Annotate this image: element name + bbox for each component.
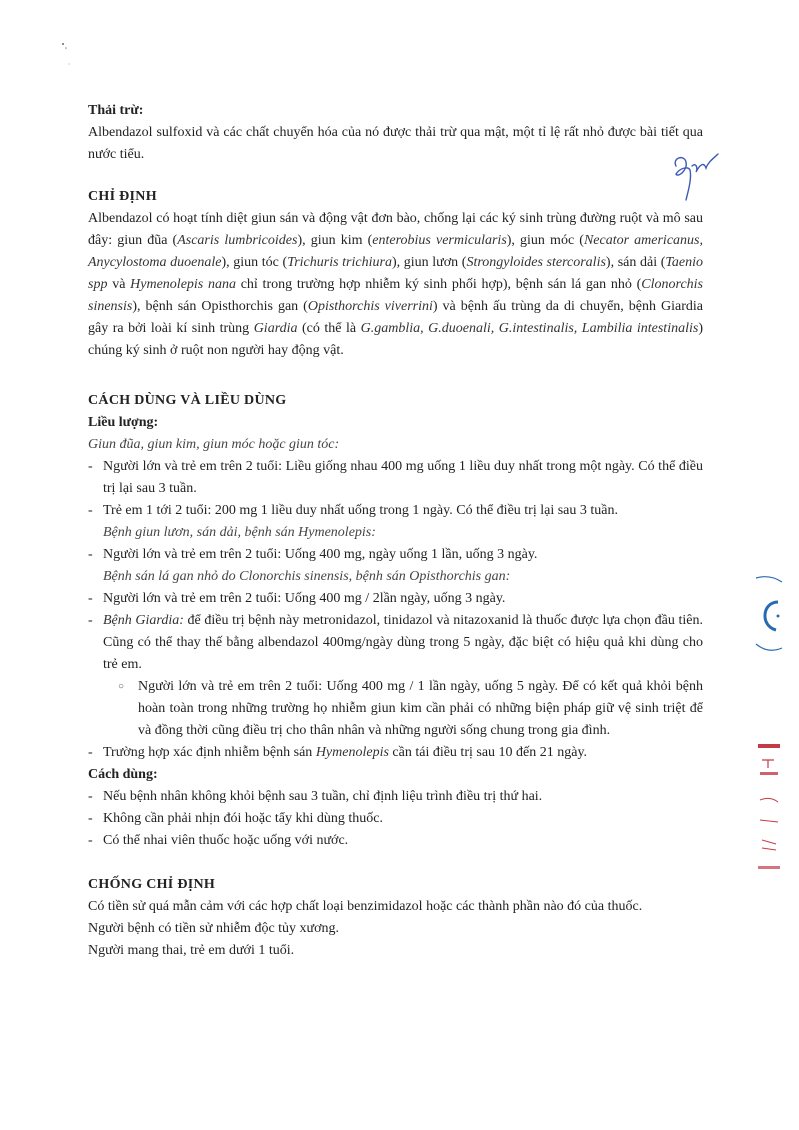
usage-subheading: Cách dùng: — [88, 767, 158, 782]
dose-subheading: Liều lượng: — [88, 415, 159, 430]
section-heading-dosage: CÁCH DÙNG VÀ LIỀU DÙNG — [88, 393, 287, 408]
group1-title: Giun đũa, giun kim, giun móc hoặc giun tóc: — [88, 437, 340, 452]
list-item: - Người lớn và trẻ em trên 2 tuổi: Liều giống nhau 400 mg uống 1 liều duy nhất trong một ngày. Có thể điều trị lại sau 3 tuần. — [88, 456, 703, 500]
sub-list-item: ○ Người lớn và trẻ em trên 2 tuổi: Uống 400 mg / 1 lần ngày, uống 5 ngày. Để có kết quả khỏi bệnh hoàn toàn trong những trường họ nhiễm giun kim cần phải có những biện pháp giữ vệ sinh triệt để và đồng thời cũng điều trị cho thân nhân và những người sống chung trong gia đình. — [118, 676, 703, 742]
giardia-sublist — [103, 676, 703, 742]
list-item: - Không cần phải nhịn đói hoặc tẩy khi dùng thuốc. — [88, 808, 703, 830]
contraindication-line: Có tiền sử quá mẫn cảm với các hợp chất loại benzimidazol hoặc các thành phần nào đó của thuốc. — [88, 899, 643, 914]
group3-list — [88, 588, 703, 764]
list-item: - Có thể nhai viên thuốc hoặc uống với nước. — [88, 830, 703, 852]
contraindication-line: Người mang thai, trẻ em dưới 1 tuổi. — [88, 943, 295, 958]
stamp-seal-icon — [752, 572, 784, 664]
section-heading-excretion: Thải trừ: — [88, 103, 144, 118]
red-stamp-icon — [752, 740, 784, 880]
list-item: - Trẻ em 1 tới 2 tuổi: 200 mg 1 liều duy nhất uống trong 1 ngày. Có thể điều trị lại sau 3 tuần. — [88, 500, 703, 522]
section-heading-contraindications: CHỐNG CHỈ ĐỊNH — [88, 877, 216, 892]
list-item: - Người lớn và trẻ em trên 2 tuổi: Uống 400 mg, ngày uống 1 lần, uống 3 ngày. — [88, 544, 703, 566]
list-item: - Bệnh Giardia: để điều trị bệnh này metronidazol, tinidazol và nitazoxanid là thuốc được lựa chọn đầu tiên. Cũng có thể thay thế bằng albendazol 400mg/ngày dùng trong 5 ngày, đặc biệt có hiệu quả khi dùng cho trẻ em. ○ Người lớn và trẻ em trên 2 tuổi: Uống 400 mg / 1 lần ngày, uống 5 ngày. Để có kết quả khỏi bệnh hoàn toàn trong những trường họ nhiễm giun kim cần phải có những biện pháp giữ vệ sinh triệt để và đồng thời cũng điều trị cho thân nhân và những người sống chung trong gia đình. — [88, 610, 703, 742]
indications-paragraph: Albendazol có hoạt tính diệt giun sán và động vật đơn bào, chống lại các ký sinh trùng đường ruột và mô sau đây: giun đũa (Ascaris lumbricoides), giun kim (enterobius vermicularis), giun móc (Necator americanus, Anycylostoma duoenale), giun tóc (Trichuris trichiura), giun lươn (Strongyloides stercoralis), sán dải (Taenio spp và Hymenolepis nana chỉ trong trường hợp nhiễm ký sinh phối hợp), bệnh sán lá gan nhỏ (Clonorchis sinensis), bệnh sán Opisthorchis gan (Opisthorchis viverrini) và bệnh ấu trùng da di chuyển, bệnh Giardia gây ra bởi loài kí sinh trùng Giardia (có thể là G.gamblia, G.duoenali, G.intestinalis, Lambilia intestinalis) chúng ký sinh ở ruột non người hay động vật. — [88, 211, 704, 358]
group2-list — [88, 544, 703, 566]
section-heading-indications: CHỈ ĐỊNH — [88, 189, 157, 204]
group1-list — [88, 456, 703, 522]
list-item: - Nếu bệnh nhân không khỏi bệnh sau 3 tuần, chỉ định liệu trình điều trị thứ hai. — [88, 786, 703, 808]
list-item: - Trường hợp xác định nhiễm bệnh sán Hymenolepis cần tái điều trị sau 10 đến 21 ngày. — [88, 742, 703, 764]
excretion-paragraph: Albendazol sulfoxid và các chất chuyển hóa của nó được thải trừ qua mật, một tỉ lệ rất nhỏ được bài tiết qua nước tiểu. — [88, 125, 703, 162]
contraindication-line: Người bệnh có tiền sử nhiễm độc tủy xương. — [88, 921, 340, 936]
scan-mark-icon — [60, 40, 70, 70]
group3-title: Bệnh sán lá gan nhỏ do Clonorchis sinensis, bệnh sán Opisthorchis gan: — [103, 569, 511, 584]
group2-title: Bệnh giun lươn, sán dải, bệnh sán Hymenolepis: — [103, 525, 376, 540]
document-body — [88, 100, 703, 962]
usage-list — [88, 786, 703, 852]
list-item: - Người lớn và trẻ em trên 2 tuổi: Uống 400 mg / 2lần ngày, uống 3 ngày. — [88, 588, 703, 610]
